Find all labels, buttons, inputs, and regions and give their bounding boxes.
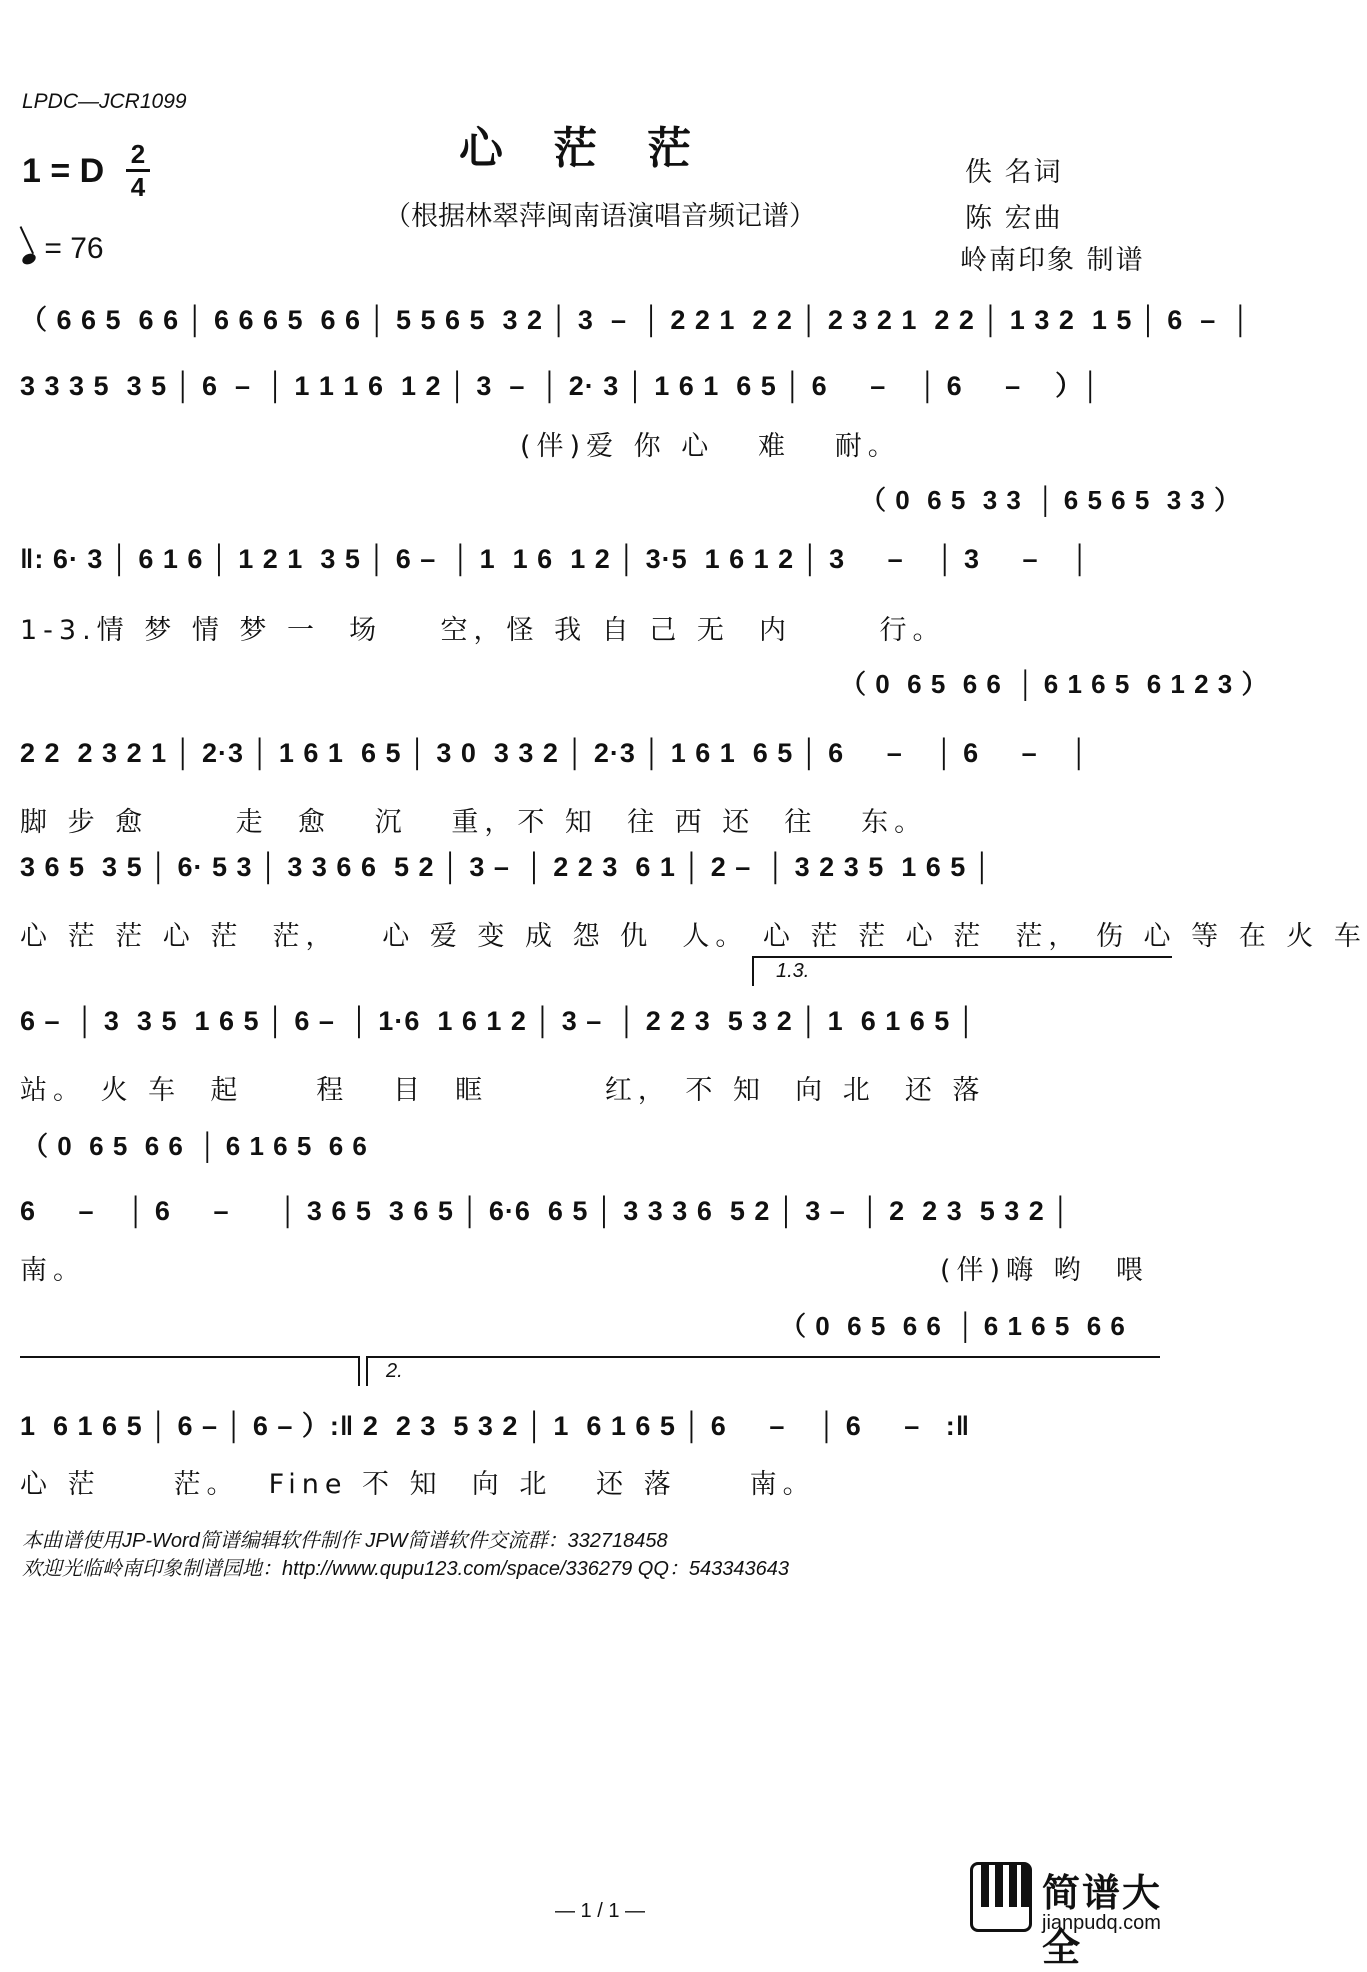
- accompaniment-3: （ 0 6 5 3 3 │ 6 5 6 5 3 3 ）: [860, 485, 1242, 515]
- meter-top: 2: [130, 139, 146, 169]
- score-line-7: 6 – │ 6 – │ 3 6 5 3 6 5 │ 6·6 6 5 │ 3 3 3 6 5 2 │ 3 – │ 2 2 3 5 3 2 │: [20, 1196, 1072, 1226]
- volta-bracket-1-end: [358, 1356, 360, 1386]
- volta-bracket-1-cont: [20, 1356, 360, 1358]
- piano-icon: [970, 1862, 1032, 1932]
- lyricist: 佚 名词: [965, 157, 1063, 188]
- volta-bracket-1-side: [752, 956, 754, 986]
- accompaniment-7: （ 0 6 5 6 6 │ 6 1 6 5 6 6: [22, 1131, 368, 1161]
- score-line-6: 6 – │ 3 3 5 1 6 5 │ 6 – │ 1·6 1 6 1 2 │ 3 – │ 2 2 3 5 3 2 │ 1 6 1 6 5 │: [20, 1006, 977, 1036]
- volta-label-1: 1.3.: [776, 960, 810, 982]
- lyric-line-4: 脚 步 愈 走 愈 沉 重，不 知 往 西 还 往 东。: [20, 807, 928, 838]
- score-code: LPDC—JCR1099: [22, 90, 187, 113]
- score-line-3: ‖: 6· 3 │ 6 1 6 │ 1 2 1 3 5 │ 6 – │ 1 1 6 1 2 │ 3·5 1 6 1 2 │ 3 – │ 3 – │: [20, 544, 1091, 574]
- site-logo: [970, 1862, 1185, 1970]
- score-line-1: （ 6 6 5 6 6 │ 6 6 6 5 6 6 │ 5 5 6 5 3 2 │ 3 – │ 2 2 1 2 2 │ 2 3 2 1 2 2 │ 1 3 2 1 5 │ 6 – │: [20, 305, 1252, 335]
- key-signature: 1 = D: [22, 152, 105, 190]
- lyric-line-3: 1-3.情 梦 情 梦 一 场 空，怪 我 自 己 无 内 行。: [20, 615, 946, 646]
- volta-label-2: 2.: [386, 1360, 403, 1382]
- score-line-4: 2 2 2 3 2 1 │ 2·3 │ 1 6 1 6 5 │ 3 0 3 3 2 │ 2·3 │ 1 6 1 6 5 │ 6 – │ 6 – │: [20, 738, 1090, 768]
- tempo-marking: [22, 232, 104, 266]
- score-line-8: 1 6 1 6 5 │ 6 – │ 6 – ）:‖ 2 2 3 5 3 2 │ 1 6 1 6 5 │ 6 – │ 6 – :‖: [20, 1411, 971, 1441]
- time-signature: [126, 140, 150, 201]
- volta-bracket-2: [366, 1356, 1160, 1358]
- logo-text: 简谱大全: [1042, 1871, 1163, 1970]
- meter-bottom: 4: [130, 172, 146, 202]
- lyric-line-2: (伴)爱 你 心 难 耐。: [520, 431, 901, 462]
- lyric-line-7: 南。: [20, 1255, 86, 1286]
- quarter-note-icon: [21, 252, 38, 267]
- footer-website: 欢迎光临岭南印象制谱园地：http://www.qupu123.com/space/336279 QQ：543343643: [22, 1558, 790, 1580]
- accompaniment-8: （ 0 6 5 6 6 │ 6 1 6 5 6 6: [780, 1311, 1126, 1341]
- footer-software: 本曲谱使用JP-Word简谱编辑软件制作 JPW简谱软件交流群：332718458: [22, 1530, 668, 1552]
- volta-bracket-1: [752, 956, 1172, 958]
- score-line-5: 3 6 5 3 5 │ 6· 5 3 │ 3 3 6 6 5 2 │ 3 – │ 2 2 3 6 1 │ 2 – │ 3 2 3 5 1 6 5 │: [20, 852, 993, 882]
- page-title: 心茫茫: [459, 123, 741, 174]
- arranger: 岭南印象 制谱: [960, 245, 1145, 276]
- lyric-line-8: 心 茫 茫。 Fine 不 知 向 北 还 落 南。: [20, 1469, 816, 1500]
- volta-bracket-2-side: [366, 1356, 368, 1386]
- lyric-line-6: 站。 火 车 起 程 目 眶 红， 不 知 向 北 还 落: [20, 1075, 986, 1106]
- accompaniment-4: （ 0 6 5 6 6 │ 6 1 6 5 6 1 2 3 ）: [840, 669, 1269, 699]
- lyric-line-7b: (伴)嗨 哟 喂: [940, 1255, 1149, 1286]
- subtitle: （根据林翠萍闽南语演唱音频记谱）: [384, 201, 816, 232]
- score-line-2: 3 3 3 5 3 5 │ 6 – │ 1 1 1 6 1 2 │ 3 – │ 2· 3 │ 1 6 1 6 5 │ 6 – │ 6 – ）│: [20, 371, 1102, 401]
- tempo-value: = 76: [44, 232, 104, 265]
- logo-url: jianpudq.com: [1042, 1912, 1161, 1934]
- lyric-line-5: 心 茫 茫 心 茫 茫， 心 爱 变 成 怨 仇 人。 心 茫 茫 心 茫 茫， 伤 心 等 在 火 车: [20, 921, 1367, 952]
- page-number: — 1 / 1 —: [554, 1900, 646, 1922]
- composer: 陈 宏曲: [965, 203, 1063, 234]
